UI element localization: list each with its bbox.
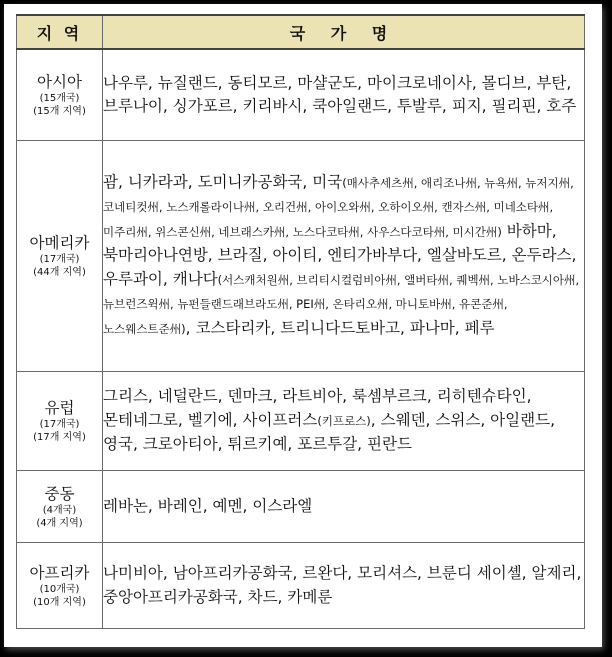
region-area-count: (10개 지역): [33, 596, 86, 608]
region-country-count: (17개국): [39, 254, 80, 265]
region-name: 중동: [44, 484, 75, 503]
region-name: 아프리카: [29, 563, 90, 582]
region-area-count: (15개 지역): [33, 106, 86, 117]
table-row-europe: [17, 372, 585, 471]
region-cell: [17, 471, 103, 543]
table-row-middle-east: [17, 471, 585, 543]
region-country-count: (17개국): [39, 419, 80, 430]
canada-provinces-note: (서스캐처원州, 브리티시컬럼비아州, 앨버타州, 퀘벡州, 노바스코시아州, 뉴브런즈윅州, 뉴펀들랜드래브라도州, PEI州, 온타리오州, 마니토바州, 유콘준州, 노스웨스트준州): [103, 272, 580, 336]
region-cell: [17, 543, 103, 629]
region-cell: [17, 372, 103, 471]
country-list: [103, 141, 585, 372]
region-cell: [17, 141, 103, 372]
country-list: 레바논, 바레인, 예멘, 이스라엘: [103, 471, 585, 543]
region-country-table: [16, 14, 585, 629]
region-name: 아메리카: [29, 234, 90, 252]
region-area-count: (4개 지역): [36, 517, 83, 529]
region-name: 아시아: [37, 73, 82, 91]
region-area-count: (44개 지역): [33, 267, 86, 278]
country-text: , 스웨덴, 스위스, 아일랜드, 영국, 크로아티아, 튀르키예, 포르투갈, 핀란드: [103, 410, 556, 454]
us-states-note: (매사추세츠州, 애리조나州, 뉴욕州, 뉴저지州, 코네티컷州, 노스캐롤라이나州, 오리건州, 아이오와州, 오하이오州, 캔자스州, 미네소타州, 미주리州, 위스콘신州, 네브래스카州, 노스다코타州, 사우스다코타州, 미시간州): [103, 176, 574, 239]
table-row-africa: [17, 543, 585, 629]
country-text: 바하마, 북마리아나연방, 브라질, 아이티, 엔티가바부다, 엘살바도르, 온두라스, 우루과이, 캐나다: [103, 221, 577, 288]
table-header-row: [17, 15, 585, 49]
cyprus-note: (키프로스): [317, 413, 371, 428]
document-frame: [4, 4, 602, 647]
region-country-count: (10개국): [39, 583, 80, 595]
country-text: , 코스타리카, 트리니다드토바고, 파나마, 페루: [185, 318, 495, 337]
header-country: 국 가 명: [103, 15, 585, 49]
region-cell: [17, 49, 103, 141]
table-row-asia: [17, 49, 585, 141]
region-name: 유럽: [44, 399, 75, 417]
country-list: 나우루, 뉴질랜드, 동티모르, 마샬군도, 마이크로네이사, 몰디브, 부탄, 브루나이, 싱가포르, 키리바시, 쿡아일랜드, 투발루, 피지, 필리핀, 호주: [103, 49, 585, 141]
country-list: [103, 372, 585, 471]
country-text: 그리스, 네덜란드, 덴마크, 라트비아, 룩셈부르크, 리히텐슈타인, 몬테네그로, 벨기에, 사이프러스: [103, 387, 532, 429]
header-region: 지 역: [17, 15, 103, 49]
table-row-america: [17, 141, 585, 372]
region-area-count: (17개 지역): [33, 432, 86, 443]
region-country-count: (15개국): [39, 93, 80, 104]
region-country-count: (4개국): [42, 504, 77, 516]
country-text: 괌, 니카라과, 도미니카공화국, 미국: [103, 173, 343, 192]
country-list: 나미비아, 남아프리카공화국, 르완다, 모리셔스, 브룬디 세이셸, 알제리, 중앙아프리카공화국, 차드, 카메룬: [103, 543, 585, 629]
